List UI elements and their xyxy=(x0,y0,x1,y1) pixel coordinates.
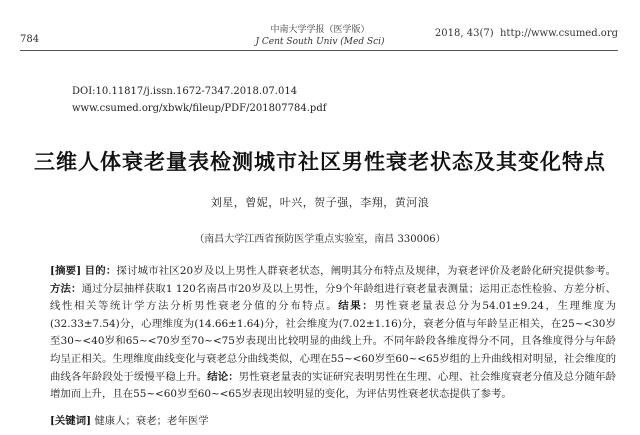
keywords-label: [关键词] xyxy=(50,415,92,427)
abstract-label: [摘要] xyxy=(50,265,82,277)
objective-label: 目的： xyxy=(84,265,117,277)
objective-text: 探讨城市社区20岁及以上男性人群衰老状态，阐明其分布特点及规律，为衰老评价及老龄化研究提供参考。 xyxy=(116,265,617,277)
conclusion-label: 结论： xyxy=(207,370,239,383)
issue-info: 2018, 43(7) xyxy=(434,28,494,39)
header-rule xyxy=(20,50,618,51)
conclusion-text: 男性衰老量表的实证研究表明男性在生理、心理、社会维度衰老分值及总分随年龄增加而上升，且在55~<60岁至60~<65岁表现出较明显的变化，为评估男性衰老状态提供了参考。 xyxy=(50,370,617,401)
issue-and-website xyxy=(435,28,618,39)
abstract xyxy=(50,263,616,404)
journal-name-cn: 中南大学学报（医学版） xyxy=(270,25,370,35)
keywords-text: 健康人；衰老；老年医学 xyxy=(94,415,209,427)
doi[interactable]: DOI:10.11817/j.issn.1672-7347.2018.07.014 xyxy=(72,86,298,97)
results-text: 男性衰老量表总分为54.01±9.24，生理维度为(32.33±7.54)分，心理维度为(14.66±1.64)分，社会维度为(7.02±1.16)分，衰老分值与年龄呈正相关，在25~<30岁至30~<40岁和65~<70岁至70~<75岁表现出比较明显的曲线上升。不同年龄段各维度得分不同，且各维度得分与年龄均呈正相关。生理维度曲线变化与衰老总分曲线类似，心理在55~<60岁至60~<65岁组的上升曲线相对明显，社会维度的曲线各年龄段处于缓慢平稳上升。 xyxy=(50,300,616,383)
paper-title: 三维人体衰老量表检测城市社区男性衰老状态及其变化特点 xyxy=(34,149,606,174)
page-number: 784 xyxy=(20,34,40,45)
results-label: 结果： xyxy=(338,300,375,313)
pdf-url[interactable]: www.csumed.org/xbwk/fileup/PDF/201807784.pdf xyxy=(72,103,327,114)
journal-website[interactable]: http://www.csumed.org xyxy=(499,28,618,39)
methods-label: 方法： xyxy=(50,282,82,295)
author-list: 刘星，曾妮，叶兴，贺子强，李翔，黄河浪 xyxy=(210,196,430,209)
methods-text: 通过分层抽样获取1 120名南昌市20岁及以上男性，分9个年龄组进行衰老量表测量；运用正态性检验、方差分析、线性相关等统计学方法分析男性衰老分值的分布特点。 xyxy=(50,282,616,313)
affiliation: （南昌大学江西省预防医学重点实验室，南昌 330006） xyxy=(194,234,446,245)
journal-name-en: J Cent South Univ (Med Sci) xyxy=(255,37,385,47)
keywords xyxy=(50,412,616,427)
